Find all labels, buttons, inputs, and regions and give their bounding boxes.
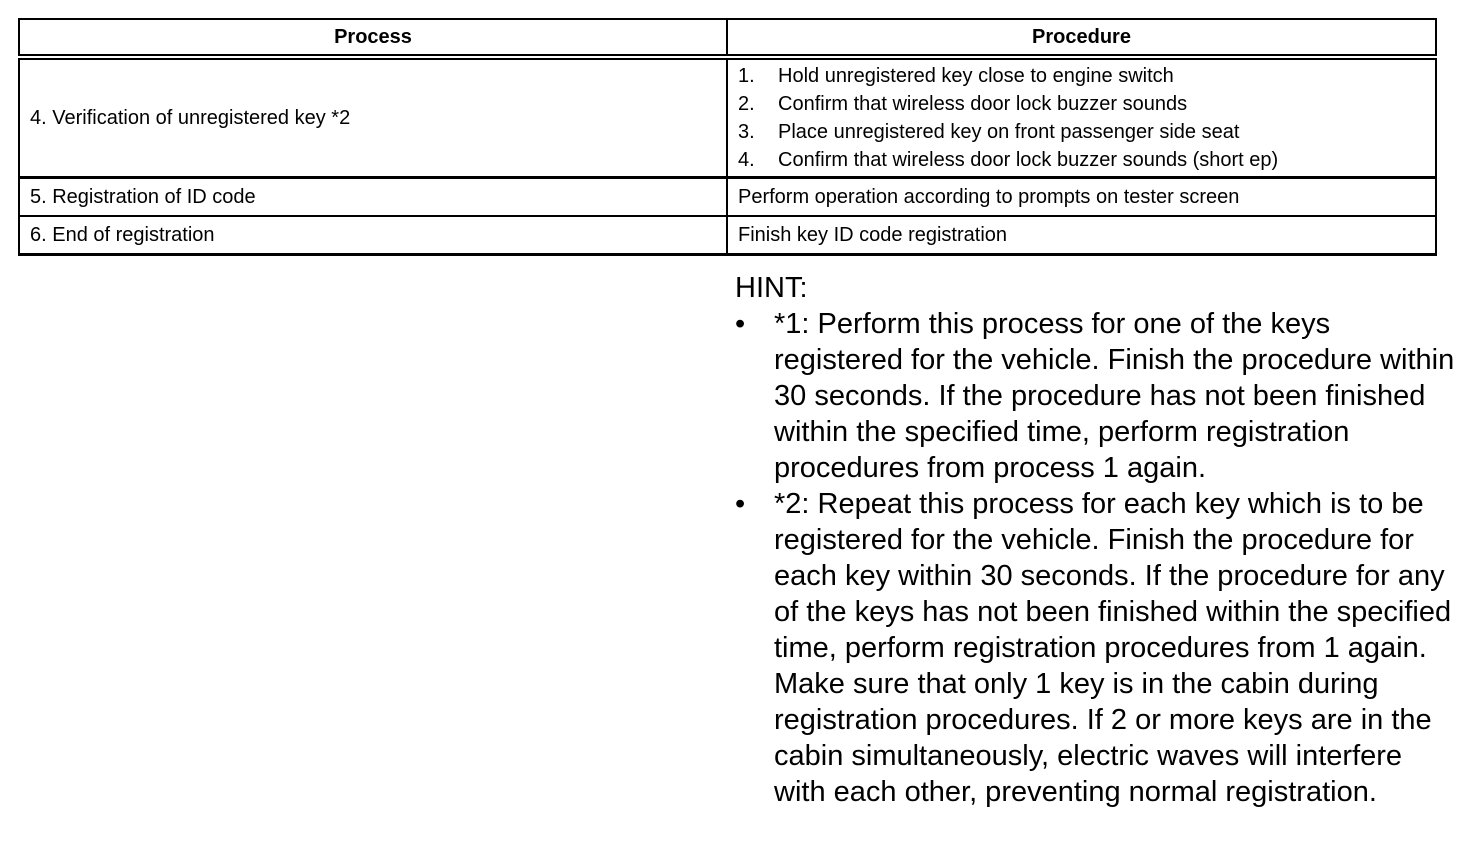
- process-cell: 6. End of registration: [19, 216, 727, 255]
- table-row: [19, 57, 1436, 178]
- step-number: 3.: [738, 121, 755, 143]
- bullet-icon: •: [735, 308, 746, 340]
- table-row: [19, 178, 1436, 217]
- list-item: [738, 62, 1425, 90]
- process-cell: 4. Verification of unregistered key *2: [19, 57, 727, 178]
- bullet-icon: •: [735, 488, 746, 520]
- header-process: Process: [19, 19, 727, 57]
- step-text: Confirm that wireless door lock buzzer sounds (short ep): [778, 149, 1279, 171]
- hint-item: [735, 486, 1455, 810]
- step-text: Place unregistered key on front passenger side seat: [778, 121, 1240, 143]
- hint-item: [735, 306, 1455, 486]
- list-item: [738, 90, 1425, 118]
- step-number: 4.: [738, 149, 755, 171]
- procedure-cell: Finish key ID code registration: [727, 216, 1436, 255]
- procedure-steps-list: [738, 62, 1425, 174]
- procedure-table: [18, 18, 1437, 256]
- step-text: Confirm that wireless door lock buzzer sounds: [778, 93, 1188, 115]
- hint-list: [735, 306, 1455, 810]
- procedure-cell: Perform operation according to prompts on tester screen: [727, 178, 1436, 217]
- header-procedure: Procedure: [727, 19, 1436, 57]
- list-item: [738, 146, 1425, 174]
- hint-section: [735, 270, 1455, 810]
- step-text: Hold unregistered key close to engine switch: [778, 65, 1174, 87]
- process-cell: 5. Registration of ID code: [19, 178, 727, 217]
- hint-title: HINT:: [735, 272, 808, 304]
- procedure-cell: [727, 57, 1436, 178]
- step-number: 2.: [738, 93, 755, 115]
- hint-text: *1: Perform this process for one of the keys registered for the vehicle. Finish the procedure within 30 seconds. If the procedure has not been finished within the specified time, perform registration procedures from process 1 again.: [774, 308, 1455, 484]
- hint-text: *2: Repeat this process for each key which is to be registered for the vehicle. Finish the procedure for each key within 30 seconds. If the procedure for any of the keys has not been finished within the specified time, perform registration procedures from 1 again. Make sure that only 1 key is in the cabin during registration procedures. If 2 or more keys are in the cabin simultaneously, electric waves will interfere with each other, preventing normal registration.: [774, 488, 1452, 808]
- table-header-row: [19, 19, 1436, 57]
- table-row: [19, 216, 1436, 255]
- list-item: [738, 118, 1425, 146]
- step-number: 1.: [738, 65, 755, 87]
